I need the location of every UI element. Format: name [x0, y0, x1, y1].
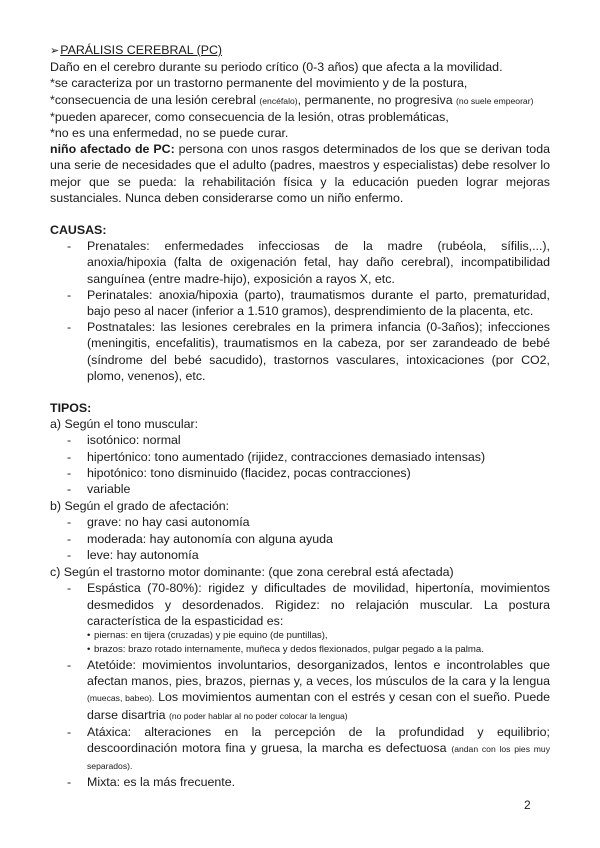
ataxica-text: Atáxica: alteraciones en la percepción de la profundidad y equilibrio; descoordinación motora fina y gruesa, la marcha es defectuosa	[87, 724, 550, 755]
note-muecas: (muecas, babeo).	[87, 693, 155, 704]
bullet-item: • piernas: en tijera (cruzadas) y pie equino (de puntillas),	[87, 629, 550, 643]
espastica-bullets	[87, 629, 550, 657]
tipos-a-list	[50, 432, 550, 497]
intro-line-3-a: *consecuencia de una lesión cerebral	[50, 92, 260, 107]
section-title	[50, 42, 550, 59]
list-item: - Prenatales: enfermedades infecciosas de la madre (rubéola, sífilis,...), anoxia/hipoxia (falta de oxigenación fetal, hay daño cerebral), incompatibilidad sanguínea (entre madre-hijo), exposición a rayos X, etc.	[50, 238, 550, 287]
causas-heading: CAUSAS:	[50, 223, 107, 238]
tipos-c-label: c) Según el trastorno motor dominante: (que zona cerebral está afectada)	[50, 565, 454, 580]
intro-line-3	[50, 92, 550, 109]
atetoide-text-a: Atetóide: movimientos involuntarios, desorganizados, lentos e incontrolables que afectan manos, pies, brazos, piernas y, a veces, los músculos de la cara y la lengua	[87, 657, 550, 689]
list-item-atetoide	[50, 657, 550, 724]
espastica-text: Espástica (70-80%): rigidez y dificultades de movilidad, hipertonía, movimientos desmedidos y desordenados. Rigidez: no relajación muscular. La postura característica de la espasticidad es:	[87, 581, 550, 628]
arrowhead-right-icon: ➢	[50, 45, 60, 57]
intro-line-2: *se caracteriza por un trastorno permanente del movimiento y de la postura,	[50, 76, 468, 91]
intro-line-4: *pueden aparecer, como consecuencia de la lesión, otras problemáticas,	[50, 109, 449, 124]
title-text: PARÁLISIS CEREBRAL (PC)	[60, 43, 223, 57]
list-item: - variable	[50, 481, 550, 497]
list-item: - hipertónico: tono aumentado (rijidez, contracciones demasiado intensas)	[50, 449, 550, 465]
tipos-b-list	[50, 514, 550, 563]
nino-label: niño afectado de PC:	[50, 142, 175, 157]
document-page	[50, 42, 550, 791]
tipos-a-label: a) Según el tono muscular:	[50, 417, 199, 432]
intro-line-1: Daño en el cerebro durante su periodo crítico (0-3 años) que afecta a la movilidad.	[50, 60, 503, 75]
nino-text: persona con unos rasgos determinados de los que se derivan toda una serie de necesidades que el adulto (padres, maestros y especialistas) debe resolver lo mejor que se pueda: la rehabilitación física y la educación pueden lograr mejoras sustanciales. Nunca deben considerarse como un niño enfermo.	[50, 142, 550, 205]
intro-line-5: *no es una enfermedad, no se puede curar.	[50, 126, 289, 141]
list-item-mixta: - Mixta: es la más frecuente.	[50, 774, 550, 790]
list-item: - moderada: hay autonomía con alguna ayuda	[50, 531, 550, 547]
note-pies-separados: (andan con los pies muy separados).	[87, 743, 550, 772]
tipos-b-label: b) Según el grado de afectación:	[50, 499, 230, 514]
note-disartria: (no poder hablar al no poder colocar la lengua)	[168, 710, 348, 721]
intro-line-3-b: , permanente, no progresiva	[297, 92, 457, 107]
tipos-c-list	[50, 580, 550, 790]
note-no-empeorar: (no suele empeorar)	[456, 95, 534, 106]
tipos-heading: TIPOS:	[50, 401, 92, 416]
bullet-item: • brazos: brazo rotado internamente, muñeca y dedos flexionados, pulgar pegado a la palma.	[87, 643, 550, 657]
list-item: - Postnatales: las lesiones cerebrales en la primera infancia (0-3años); infecciones (meningitis, encefalitis), traumatismos en la cabeza, por ser zarandeado de bebé (síndrome del bebé sacudido), trastornos vasculares, intoxicaciones (por CO2, plomo, venenos), etc.	[50, 319, 550, 384]
list-item: - grave: no hay casi autonomía	[50, 514, 550, 530]
nino-paragraph	[50, 141, 550, 206]
page-number: 2	[524, 798, 531, 812]
atetoide-text-b: Los movimientos aumentan con el estrés y cesan con el sueño. Puede darse disartria	[87, 690, 551, 722]
list-item: - hipotónico: tono disminuido (flacidez, pocas contracciones)	[50, 465, 550, 481]
list-item-ataxica	[50, 724, 550, 775]
list-item: - isotónico: normal	[50, 432, 550, 448]
list-item: - Perinatales: anoxia/hipoxia (parto), traumatismos durante el parto, prematuridad, bajo peso al nacer (inferior a 1.510 gramos), desprendimiento de la placenta, etc.	[50, 287, 550, 319]
list-item-espastica	[50, 580, 550, 657]
causas-list	[50, 238, 550, 384]
list-item: - leve: hay autonomía	[50, 547, 550, 563]
note-encefalo: (encéfalo)	[259, 95, 298, 106]
